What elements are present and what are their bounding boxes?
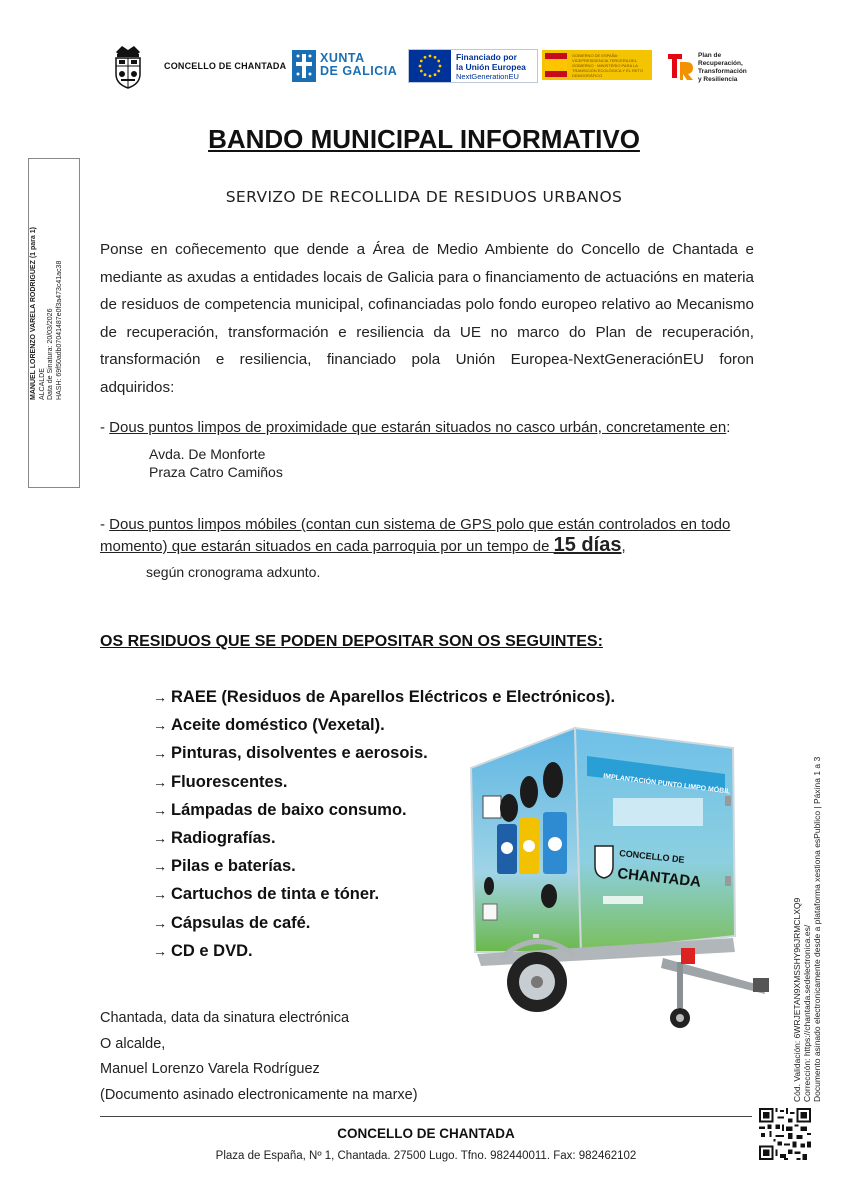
arrow-right-icon: →	[153, 801, 167, 818]
address-1: Avda. De Monforte	[149, 446, 266, 462]
arrow-right-icon: →	[153, 914, 167, 931]
point-mobile-clean-points	[100, 514, 760, 557]
closing-role: O alcalde,	[100, 1036, 166, 1052]
point-fixed-clean-points	[100, 419, 760, 436]
gobierno-logo	[542, 50, 652, 80]
arrow-right-icon: →	[153, 886, 167, 903]
xunta-logo	[292, 50, 402, 82]
list-item-label: Cartuchos de tinta e tóner.	[171, 885, 380, 904]
arrow-right-icon: →	[153, 858, 167, 875]
prtr-line1: Plan de	[698, 52, 722, 59]
closing-date: Chantada, data da sinatura electrónica	[100, 1010, 350, 1026]
signature-line4: HASH: 69f50adb07041487e0f3a473c41ac38	[55, 260, 63, 400]
arrow-right-icon: →	[153, 745, 167, 762]
prtr-line3: Transformación	[698, 68, 747, 75]
list-item-label: RAEE (Residuos de Aparellos Eléctricos e Electrónicos).	[171, 688, 616, 706]
signature-text	[30, 227, 64, 400]
list-item-label: Aceite doméstico (Vexetal).	[171, 716, 385, 735]
xunta-cross-icon	[292, 50, 316, 82]
point1-text: Dous puntos limpos de proximidade que estarán situados no casco urbán, concretamente en	[109, 419, 727, 436]
intro-paragraph: Ponse en coñecemento que dende a Área de Medio Ambiente do Concello de Chantada e mediante as axudas a entidades locais de Galicia para o financiamento de actuacións en materia de residuos de competencia municipal, cofinanciadas polo fondo europeo relativo ao Mecanismo de recuperación, transformación e resiliencia da UE no marco do Plan de recuperación, transformación e resiliencia, financiado pola Unión Europea-NextGeneraciónEU foron adquiridos:	[100, 241, 754, 396]
arrow-right-icon: →	[153, 689, 167, 705]
concello-label: CONCELLO DE CHANTADA	[164, 61, 287, 71]
prtr-line4: y Resiliencia	[698, 76, 738, 83]
arrow-right-icon: →	[153, 942, 167, 959]
eu-line2: la Unión Europea	[456, 62, 526, 72]
address-2: Praza Catro Camiños	[149, 464, 283, 480]
arrow-right-icon: →	[153, 773, 167, 790]
list-item-label: Radiografías.	[171, 828, 276, 847]
signature-line2: ALCALDE	[38, 368, 46, 400]
eu-line1: Financiado por	[456, 52, 517, 62]
mobile-clean-point-trailer-image	[463, 726, 775, 1038]
closing-note: (Documento asinado electronicamente na marxe)	[100, 1087, 418, 1103]
list-item-label: Pilas e baterías.	[171, 857, 296, 876]
gobierno-text: GOBIERNO DE ESPAÑA · VICEPRESIDENCIA TERCERA DEL GOBIERNO · MINISTERIO PARA LA TRANSICIÓN ECOLÓGICA Y EL RETO DEMOGRÁFICO	[572, 53, 643, 78]
header-logos	[108, 40, 747, 92]
list-item-label: Cápsulas de café.	[171, 913, 311, 932]
document-title: BANDO MUNICIPAL INFORMATIVO	[208, 124, 640, 154]
closing-signer: Manuel Lorenzo Varela Rodríguez	[100, 1061, 320, 1077]
point2-text: Dous puntos limpos móbiles (contan cun sistema de GPS polo que están controlados en todo momento) que estarán situados en cada parroquia por un tempo de	[100, 516, 731, 555]
document-subtitle: SERVIZO DE RECOLLIDA DE RESIDUOS URBANOS	[225, 188, 623, 206]
list-item-label: Fluorescentes.	[171, 772, 288, 791]
xunta-line1: XUNTA	[320, 51, 365, 65]
eu-flag-icon	[409, 50, 451, 82]
prtr-icon	[664, 50, 696, 82]
signature-line1: MANUEL LORENZO VARELA RODRIGUEZ (1 para 1)	[30, 227, 37, 400]
list-item-label: Lámpadas de baixo consumo.	[171, 800, 407, 819]
cronograma-note: según cronograma adxunto.	[146, 564, 321, 580]
validation-line2: Corrección: https://chantada.sedelectronica.es/	[802, 924, 812, 1102]
chantada-crest-icon	[108, 42, 148, 90]
arrow-right-icon: →	[153, 717, 167, 734]
list-item-label: Pinturas, disolventes e aerosois.	[171, 744, 428, 763]
validation-margin	[792, 757, 822, 1102]
list-item-label: CD e DVD.	[171, 941, 253, 960]
arrow-right-icon: →	[153, 829, 167, 846]
point1-prefix: -	[100, 419, 110, 436]
days-highlight: 15 días	[553, 534, 622, 556]
qr-code-icon	[759, 1108, 811, 1160]
prtr-line2: Recuperación,	[698, 60, 743, 67]
xunta-line2: DE GALICIA	[320, 64, 398, 78]
prtr-logo	[664, 48, 747, 84]
footer-name: CONCELLO DE CHANTADA	[337, 1126, 515, 1141]
point1-suffix: :	[726, 419, 731, 436]
validation-line1: Cód. Validación: 6WRJETAN9XMSSHY96JRMCLXQ9	[792, 897, 802, 1102]
trailer-logo-line2: CHANTADA	[616, 865, 702, 891]
eu-line3: NextGenerationEU	[456, 72, 519, 81]
trailer-banner-text: IMPLANTACIÓN PUNTO LIMPO MÓBIL	[602, 773, 731, 796]
point2-prefix: -	[100, 516, 110, 533]
footer-divider	[100, 1116, 752, 1117]
signature-line3: Data de Sinatura: 20/03/2026	[47, 308, 54, 400]
residuos-heading: OS RESIDUOS QUE SE PODEN DEPOSITAR SON OS SEGUINTES:	[100, 633, 603, 650]
footer-address: Plaza de España, Nº 1, Chantada. 27500 Lugo. Tfno. 982440011. Fax: 982462102	[215, 1150, 637, 1162]
point2-suffix: ,	[621, 538, 626, 555]
validation-line3: Documento asinado electronicamente desde a plataforma xestiona esPublico | Páxina 1 a 3	[812, 756, 822, 1102]
list-item	[153, 688, 673, 716]
eu-logo	[408, 49, 538, 83]
trailer-logo-line1: CONCELLO DE	[618, 848, 685, 865]
